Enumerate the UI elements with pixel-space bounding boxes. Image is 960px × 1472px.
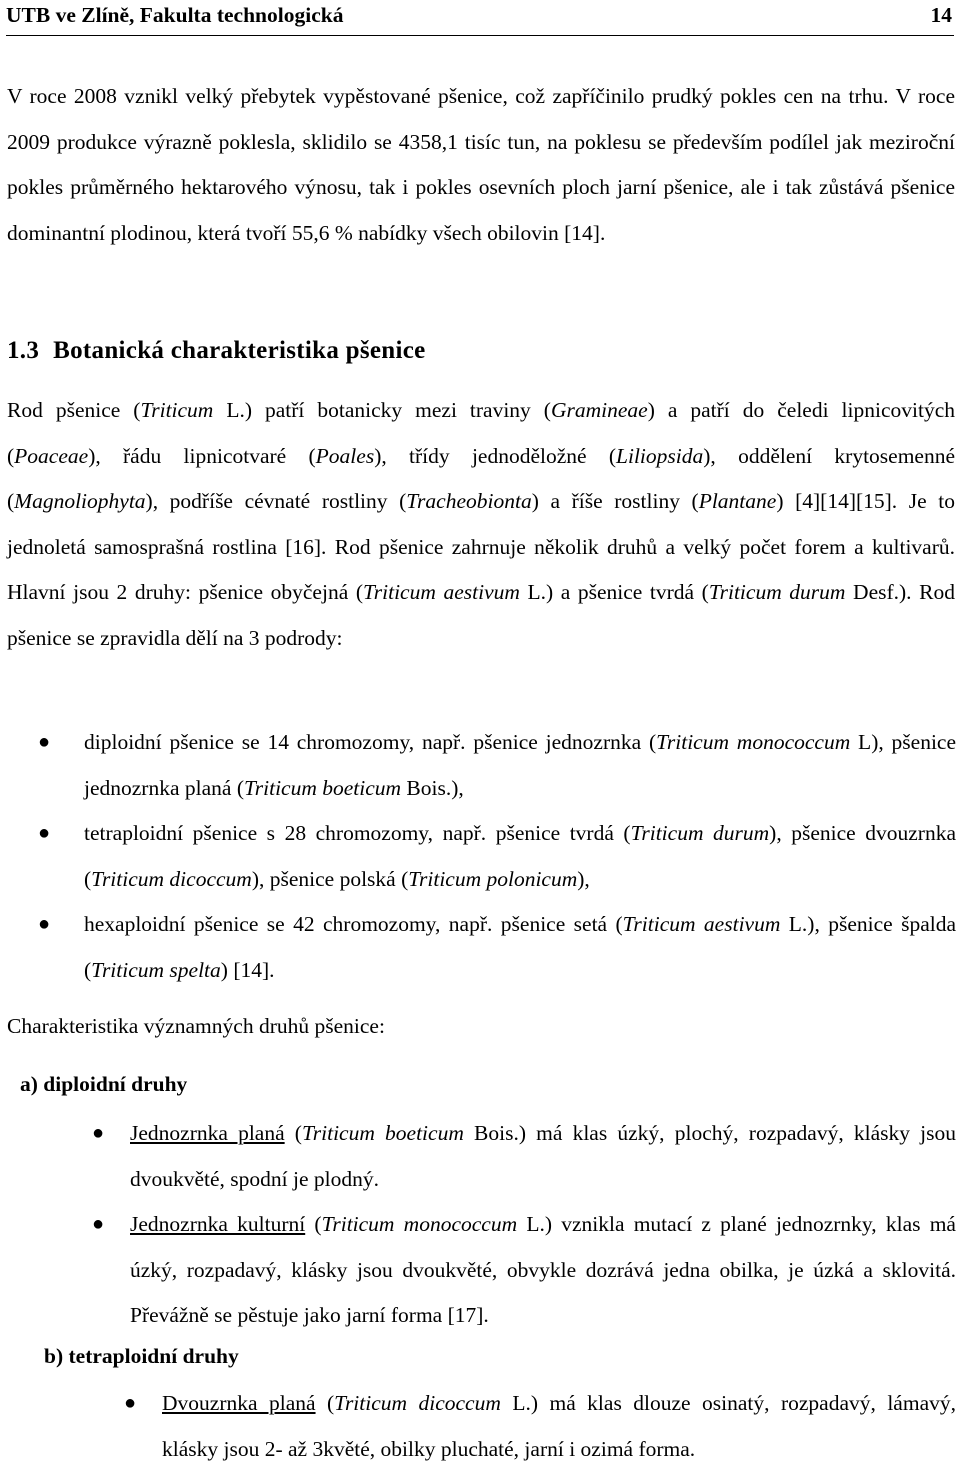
bullet-icon: ● [38,913,51,935]
bullet-icon: ● [92,1122,105,1144]
tetraploid-species-list [124,1381,956,1472]
list-item: ● diploidní pšenice se 14 chromozomy, např. pšenice jednozrnka (Triticum monococcum L), pšenice jednozrnka planá (Triticum boeticum Bois.), [84,720,956,811]
paragraph-botany: Rod pšenice (Triticum L.) patří botanicky mezi traviny (Gramineae) a patří do čeledi lipnicovitých (Poaceae), řádu lipnicotvaré (Poales), třídy jednoděložné (Liliopsida), oddělení krytosemenné (Magnoliophyta), podříše cévnaté rostliny (Tracheobionta) a říše rostliny (Plantane) [4][14][15]. Je to jednoletá samosprašná rostlina [16]. Rod pšenice zahrnuje několik druhů a velký počet forem a kultivarů. Hlavní jsou 2 druhy: pšenice obyčejná (Triticum aestivum L.) a pšenice tvrdá (Triticum durum Desf.). Rod pšenice se zpravidla dělí na 3 podrody: [7,398,956,650]
species-link[interactable]: Jednozrnka kulturní [130,1212,306,1236]
paragraph-production: V roce 2008 vznikl velký přebytek vypěstované pšenice, což zapříčinilo prudký pokles cen na trhu. V roce 2009 produkce výrazně poklesla, sklidilo se 4358,1 tisíc tun, na poklesu se především podílel jak meziroční pokles průměrného hektarového výnosu, tak i pokles osevních ploch jarní pšenice, ale i tak zůstává pšenice dominantní plodinou, která tvoří 55,6 % nabídky všech obilovin [14]. [7,84,955,245]
paragraph-characteristics: Charakteristika významných druhů pšenice: [7,1014,385,1038]
page-header [6,0,954,36]
list-item: ● hexaploidní pšenice se 42 chromozomy, např. pšenice setá (Triticum aestivum L.), pšenice špalda (Triticum spelta) [14]. [84,902,956,993]
group-heading-tetraploid: b) tetraploidní druhy [44,1344,239,1368]
bullet-icon: ● [124,1392,137,1414]
section-title: Botanická charakteristika pšenice [53,337,426,364]
subgenus-list [38,720,957,993]
list-item: ● tetraploidní pšenice s 28 chromozomy, např. pšenice tvrdá (Triticum durum), pšenice dvouzrnka (Triticum dicoccum), pšenice polská (Triticum polonicum), [84,811,956,902]
page-number: 14 [930,3,952,27]
group-heading-diploid: a) diploidní druhy [20,1072,188,1096]
bullet-icon: ● [38,822,51,844]
bullet-icon: ● [38,731,51,753]
section-heading [7,334,907,368]
section-number: 1.3 [7,337,40,364]
species-link[interactable]: Jednozrnka planá [130,1121,285,1145]
list-item: ● Dvouzrnka planá (Triticum dicoccum L.) má klas dlouze osinatý, rozpadavý, lámavý, klásky jsou 2- až 3květé, obilky pluchaté, jarní i ozimá forma. [162,1381,956,1472]
list-item: ● Jednozrnka kulturní (Triticum monococcum L.) vznikla mutací z plané jednozrnky, klas má úzký, rozpadavý, klásky jsou dvoukvěté, obvykle dozrává jedna obilka, je úzká a sklovitá. Převážně se pěstuje jako jarní forma [17]. [130,1202,956,1339]
diploid-species-list [92,1111,957,1339]
species-link[interactable]: Dvouzrnka planá [162,1391,316,1415]
header-title: UTB ve Zlíně, Fakulta technologická [6,3,344,27]
bullet-icon: ● [92,1213,105,1235]
list-item: ● Jednozrnka planá (Triticum boeticum Bois.) má klas úzký, plochý, rozpadavý, klásky jsou dvoukvěté, spodní je plodný. [130,1111,956,1202]
